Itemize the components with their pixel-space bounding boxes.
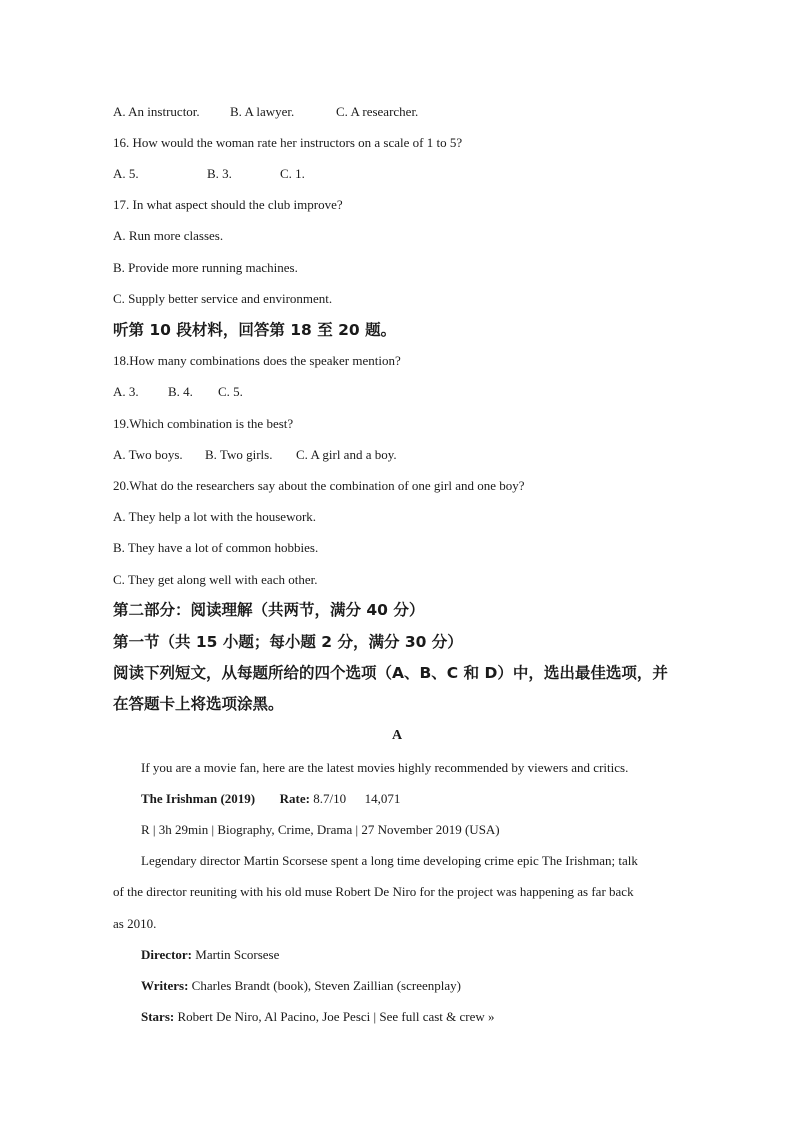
q20-option-a: A. They help a lot with the housework. [113,509,317,524]
q15-options [113,104,418,120]
q16-option-b: B. 3. [207,166,232,181]
q20-stem: 20.What do the researchers say about the combination of one girl and one boy? [113,478,525,493]
q15-option-a: A. An instructor. [113,104,200,119]
director-label: Director: [141,947,193,962]
part-2-heading: 第二部分：阅读理解（共两节，满分 40 分） [113,601,425,619]
q18-option-a: A. 3. [113,384,139,399]
q19-stem: 19.Which combination is the best? [113,416,294,431]
q19-option-c: C. A girl and a boy. [296,447,397,462]
rate-value: 8.7/10 [313,791,347,806]
q19-options [113,447,397,463]
q18-option-b: B. 4. [168,384,193,399]
rate-label: Rate: [279,791,310,806]
stars-line [141,1009,495,1025]
vote-count: 14,071 [364,791,401,806]
paragraph-line-1: Legendary director Martin Scorsese spent a long time developing crime epic The Irishman; talk [141,853,638,868]
passage-intro: If you are a movie fan, here are the latest movies highly recommended by viewers and critics. [141,760,629,775]
q19-option-b: B. Two girls. [205,447,273,462]
q15-option-b: B. A lawyer. [230,104,295,119]
q15-option-c: C. A researcher. [336,104,419,119]
movie-meta: R | 3h 29min | Biography, Crime, Drama | 27 November 2019 (USA) [141,822,500,837]
q19-option-a: A. Two boys. [113,447,183,462]
instructions-line-1: 阅读下列短文，从每题所给的四个选项（A、B、C 和 D）中，选出最佳选项，并 [113,664,668,682]
q17-option-c: C. Supply better service and environment. [113,291,333,306]
section-1-heading: 第一节（共 15 小题；每小题 2 分，满分 30 分） [113,633,463,651]
stars-names: Robert De Niro, Al Pacino, Joe Pesci | See full cast & crew » [177,1009,495,1024]
q17-stem: 17. In what aspect should the club improve? [113,197,343,212]
paragraph-line-2: of the director reuniting with his old muse Robert De Niro for the project was happening as far back [113,884,634,899]
stars-label: Stars: [141,1009,175,1024]
q16-option-c: C. 1. [280,166,305,181]
movie-header [141,791,400,807]
q18-option-c: C. 5. [218,384,243,399]
passage-letter: A [391,728,403,743]
director-name: Martin Scorsese [195,947,280,962]
writers-label: Writers: [141,978,189,993]
q17-option-b: B. Provide more running machines. [113,260,298,275]
instructions-line-2: 在答题卡上将选项涂黑。 [113,695,284,713]
writers-names: Charles Brandt (book), Steven Zaillian (screenplay) [191,978,461,993]
q16-stem: 16. How would the woman rate her instructors on a scale of 1 to 5? [113,135,463,150]
section-10-heading: 听第 10 段材料，回答第 18 至 20 题。 [113,321,397,339]
writers-line [141,978,461,994]
q20-option-c: C. They get along well with each other. [113,572,318,587]
q16-option-a: A. 5. [113,166,139,181]
q18-stem: 18.How many combinations does the speaker mention? [113,353,401,368]
director-line [141,947,279,963]
paragraph-line-3: as 2010. [113,916,157,931]
q18-options [113,384,243,400]
q17-option-a: A. Run more classes. [113,228,224,243]
q20-option-b: B. They have a lot of common hobbies. [113,540,319,555]
q16-options [113,166,305,182]
movie-title: The Irishman (2019) [141,791,256,806]
